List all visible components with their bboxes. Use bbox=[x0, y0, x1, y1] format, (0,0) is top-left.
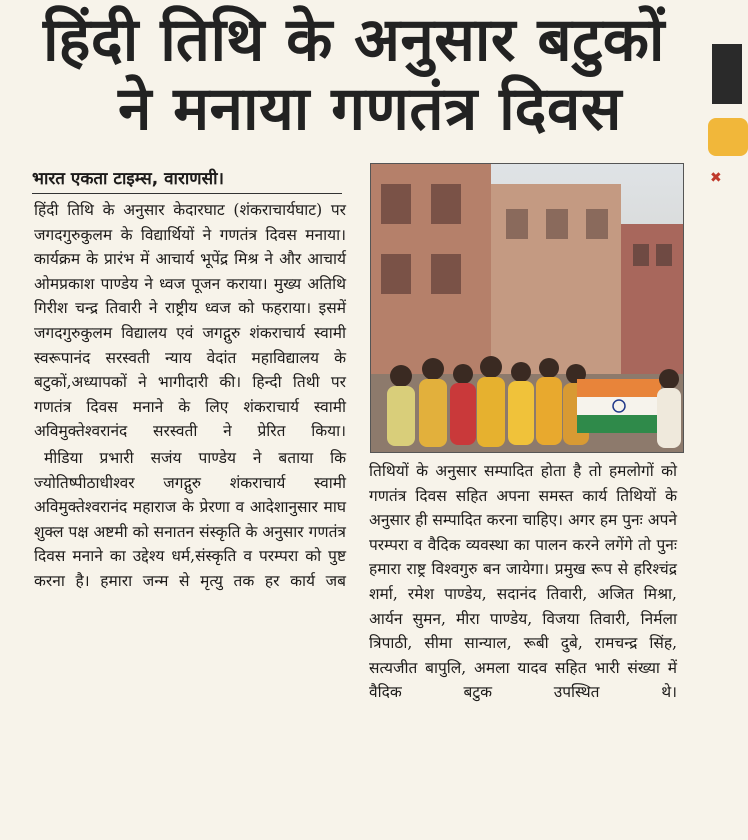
byline: भारत एकता टाइम्स, वाराणसी। bbox=[32, 166, 342, 194]
adjacent-marker-icon: ✖ bbox=[710, 170, 722, 186]
headline bbox=[0, 5, 700, 144]
photo-illustration bbox=[371, 164, 683, 452]
paragraph-2: मीडिया प्रभारी सजंय पाण्डेय ने बताया कि ज्योतिष्पीठाधीश्वर जगद्गुरु शंकराचार्य स्वामी अविमुक्तेश्वरानंद महाराज के प्रेरणा व आदेशानुसार माघ शुक्ल पक्ष अष्टमी को सनातन संस्कृति के अनुसार गणतंत्र दिवस मनाने का उद्देश्य धर्म,संस्कृति व परम्परा को पुष्ट करना है। हमारा जन्म से मृत्यु तक हर कार्य जब bbox=[34, 448, 346, 590]
news-photo bbox=[370, 163, 684, 453]
article-column-1 bbox=[34, 198, 346, 594]
adjacent-badge-shape bbox=[708, 118, 748, 156]
headline-line-1: हिंदी तिथि के अनुसार बटुकों bbox=[43, 5, 665, 75]
paragraph-3: तिथियों के अनुसार सम्पादित होता है तो हमलोगों को गणतंत्र दिवस सहित अपना समस्त कार्य तिथियों के अनुसार ही सम्पादित करना चाहिए। अगर हम पुनः अपने परम्परा व वैदिक व्यवस्था का पालन करने लगेंगे तो पुनः हमारा राष्ट्र विश्वगुरु बन जायेगा। प्रमुख रूप से हरिश्चंद्र शर्मा, रमेश पाण्डेय, सदानंद तिवारी, अजित मिश्रा, आर्यन सुमन, मीरा पाण्डेय, विजया तिवारी, निर्मला त्रिपाठी, सीमा सान्याल, रूबी दुबे, रामचन्द्र सिंह, सत्यजीत बापुलि, अमला यादव सहित भारी संख्या में वैदिक बटुक उपस्थित थे। bbox=[369, 462, 677, 702]
adjacent-article-edge bbox=[700, 0, 720, 840]
adjacent-headline-fragment bbox=[712, 44, 742, 104]
article-column-2 bbox=[369, 459, 677, 705]
paragraph-1: हिंदी तिथि के अनुसार केदारघाट (शंकराचार्यघाट) पर जगदगुरुकुलम के विद्यार्थियों ने गणतंत्र दिवस मनाया। कार्यक्रम के प्रारंभ में आचार्य भूपेंद्र मिश्र ने और आचार्य ओमप्रकाश पाण्डेय ने ध्वज पूजन कराया। मुख्य अतिथि गिरीश चन्द्र तिवारी ने राष्ट्रीय ध्वज को फहराया। इसमें जगदगुरुकुलम विद्यालय एवं जगद्गुरु शंकराचार्य स्वामी स्वरूपानंद सरस्वती न्याय वेदांत महाविद्यालय के बटुकों,अध्यापकों ने भागीदारी की। हिन्दी तिथी पर गणतंत्र दिवस मनाने के लिए शंकराचार्य स्वामी अविमुक्तेश्वरानंद सरस्वती ने प्रेरित किया। bbox=[34, 201, 346, 441]
headline-line-2: ने मनाया गणतंत्र दिवस bbox=[118, 73, 622, 144]
